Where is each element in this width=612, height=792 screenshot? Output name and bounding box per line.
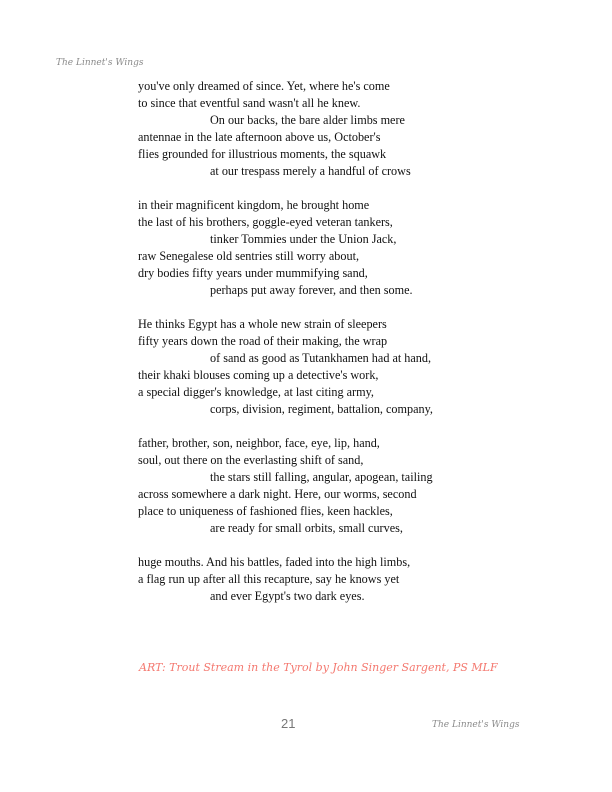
poem-line: you've only dreamed of since. Yet, where he's come bbox=[138, 79, 390, 93]
poem-line: their khaki blouses coming up a detective's work, bbox=[138, 368, 379, 382]
poem-line: flies grounded for illustrious moments, the squawk bbox=[138, 147, 387, 161]
poem-line: a flag run up after all this recapture, say he knows yet bbox=[138, 572, 400, 586]
page-number: 21 bbox=[281, 716, 296, 731]
poem-line: raw Senegalese old sentries still worry about, bbox=[138, 249, 360, 263]
poem-line: tinker Tommies under the Union Jack, bbox=[210, 232, 397, 246]
poem-line: He thinks Egypt has a whole new strain of sleepers bbox=[138, 317, 387, 331]
poem-line: are ready for small orbits, small curves, bbox=[210, 521, 403, 535]
poem-line: the last of his brothers, goggle-eyed veteran tankers, bbox=[138, 215, 393, 229]
poem-stanza bbox=[138, 554, 558, 605]
poem-line: huge mouths. And his battles, faded into the high limbs, bbox=[138, 555, 411, 569]
poem-stanza bbox=[138, 435, 558, 537]
poem-stanza bbox=[138, 78, 558, 180]
poem-body bbox=[138, 78, 558, 622]
poem-line: antennae in the late afternoon above us, October's bbox=[138, 130, 381, 144]
poem-line: at our trespass merely a handful of crows bbox=[210, 164, 411, 178]
poem-line: in their magnificent kingdom, he brought home bbox=[138, 198, 370, 212]
poem-line: fifty years down the road of their making, the wrap bbox=[138, 334, 388, 348]
art-credit: ART: Trout Stream in the Tyrol by John Singer Sargent, PS MLF bbox=[139, 661, 498, 674]
poem-line: perhaps put away forever, and then some. bbox=[210, 283, 413, 297]
poem-line: On our backs, the bare alder limbs mere bbox=[210, 113, 405, 127]
poem-line: a special digger's knowledge, at last citing army, bbox=[138, 385, 374, 399]
poem-line: place to uniqueness of fashioned flies, keen hackles, bbox=[138, 504, 393, 518]
running-footer-title: The Linnet's Wings bbox=[432, 720, 520, 730]
poem-stanza bbox=[138, 316, 558, 418]
poem-line: the stars still falling, angular, apogean, tailing bbox=[210, 470, 433, 484]
poem-line: corps, division, regiment, battalion, company, bbox=[210, 402, 433, 416]
poem-line: dry bodies fifty years under mummifying sand, bbox=[138, 266, 368, 280]
running-header-title: The Linnet's Wings bbox=[56, 58, 144, 68]
poem-line: father, brother, son, neighbor, face, eye, lip, hand, bbox=[138, 436, 380, 450]
poem-line: across somewhere a dark night. Here, our worms, second bbox=[138, 487, 417, 501]
poem-line: and ever Egypt's two dark eyes. bbox=[210, 589, 365, 603]
poem-line: of sand as good as Tutankhamen had at hand, bbox=[210, 351, 432, 365]
poem-stanza bbox=[138, 197, 558, 299]
poem-line: to since that eventful sand wasn't all he knew. bbox=[138, 96, 361, 110]
poem-line: soul, out there on the everlasting shift of sand, bbox=[138, 453, 364, 467]
